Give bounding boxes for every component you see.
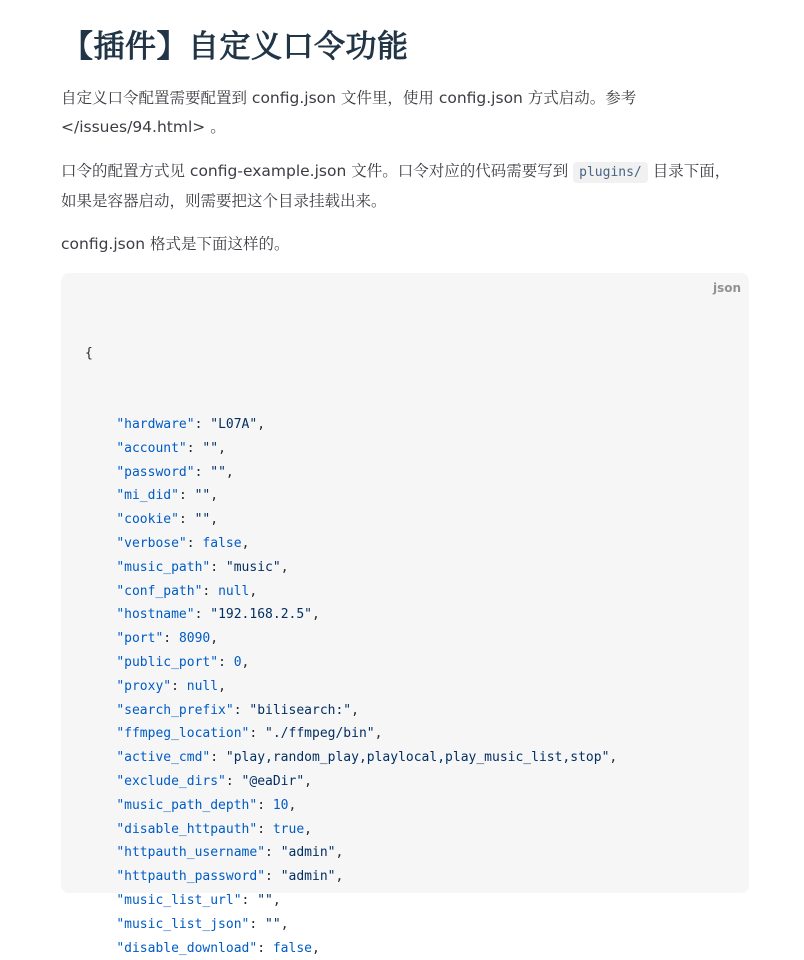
code-key: "disable_download" xyxy=(116,940,258,956)
code-key: "password" xyxy=(116,464,195,480)
code-value: "" xyxy=(210,464,226,480)
code-value: null xyxy=(218,583,250,599)
plugins-inline-code: plugins/ xyxy=(573,162,648,183)
format-paragraph: config.json 格式是下面这样的。 xyxy=(61,235,290,253)
intro-line-2: </issues/94.html> 。 xyxy=(61,118,226,136)
code-value: null xyxy=(186,678,219,694)
code-key: "music_list_url" xyxy=(116,892,242,908)
code-value: "" xyxy=(194,488,211,504)
code-value: "" xyxy=(194,512,211,528)
code-key: "ffmpeg_location" xyxy=(116,726,250,742)
code-line: "conf_path": null, xyxy=(116,583,258,599)
code-value: 10 xyxy=(272,797,289,813)
code-value: false xyxy=(272,940,312,956)
code-key: "search_prefix" xyxy=(116,702,234,718)
code-value: 8090 xyxy=(178,631,211,647)
code-value: "" xyxy=(257,892,273,908)
code-key: "cookie" xyxy=(116,512,179,528)
code-key: "proxy" xyxy=(116,678,172,694)
intro-paragraph xyxy=(61,84,751,142)
page-title: 【插件】自定义口令功能 xyxy=(62,29,409,65)
code-value: "" xyxy=(202,440,219,456)
code-line: "active_cmd": "play,random_play,playlocal,play_music_list,stop", xyxy=(116,750,618,766)
code-key: "verbose" xyxy=(116,535,187,551)
code-value: "admin" xyxy=(280,869,336,885)
code-open-brace: { xyxy=(85,345,93,361)
code-line: "account": "", xyxy=(116,440,226,456)
code-line: "verbose": false, xyxy=(116,535,250,551)
code-key: "music_list_json" xyxy=(116,916,250,932)
code-value: "" xyxy=(265,916,281,932)
code-line: "music_list_url": "", xyxy=(116,892,281,908)
code-key: "public_port" xyxy=(116,654,219,670)
code-value: "./ffmpeg/bin" xyxy=(265,726,375,742)
code-key: "exclude_dirs" xyxy=(116,773,226,789)
code-key: "httpauth_password" xyxy=(116,869,266,885)
code-value: true xyxy=(272,821,305,837)
code-key: "conf_path" xyxy=(116,583,203,599)
code-key: "port" xyxy=(116,631,164,647)
code-line: "httpauth_username": "admin", xyxy=(116,845,344,861)
code-value: "bilisearch:" xyxy=(249,702,352,718)
code-value: "192.168.2.5" xyxy=(210,607,312,623)
code-line: "proxy": null, xyxy=(116,678,226,694)
code-key: "hardware" xyxy=(116,416,195,432)
code-line: "hostname": "192.168.2.5", xyxy=(116,607,320,623)
code-line: "music_path": "music", xyxy=(116,559,289,575)
code-line: "ffmpeg_location": "./ffmpeg/bin", xyxy=(116,726,383,742)
code-key: "disable_httpauth" xyxy=(116,821,258,837)
code-key: "mi_did" xyxy=(116,488,179,504)
code-line: "disable_download": false, xyxy=(116,940,320,956)
code-key: "active_cmd" xyxy=(116,750,211,766)
config-line-2: 如果是容器启动，则需要把这个目录挂载出来。 xyxy=(61,192,387,210)
config-line-1-text: 口令的配置方式见 config-example.json 文件。口令对应的代码需要写到 xyxy=(61,162,574,180)
code-key: "hostname" xyxy=(116,607,195,623)
config-line-1-tail: 目录下面， xyxy=(647,162,731,180)
code-line: "disable_httpauth": true, xyxy=(116,821,312,837)
code-line: "music_path_depth": 10, xyxy=(116,797,297,813)
code-language-label: json xyxy=(712,281,741,295)
intro-line-1: 自定义口令配置需要配置到 config.json 文件里，使用 config.json 方式启动。参考 xyxy=(61,89,637,107)
code-line: "password": "", xyxy=(116,464,234,480)
code-line: "hardware": "L07A", xyxy=(116,416,266,432)
code-value: "music" xyxy=(225,559,281,575)
config-line-1 xyxy=(61,157,751,187)
code-line: "music_list_json": "", xyxy=(116,916,289,932)
code-line: "search_prefix": "bilisearch:", xyxy=(116,702,359,718)
code-value: "L07A" xyxy=(210,416,258,432)
code-value: "admin" xyxy=(280,845,336,861)
code-value: "@eaDir" xyxy=(241,773,305,789)
code-line: "cookie": "", xyxy=(116,512,219,528)
code-value: 0 xyxy=(233,654,242,670)
json-code-block xyxy=(61,273,749,956)
code-value: false xyxy=(202,535,242,551)
code-line: "public_port": 0, xyxy=(116,654,250,670)
code-value: "play,random_play,playlocal,play_music_list,stop" xyxy=(225,750,610,766)
config-paragraph xyxy=(61,157,751,216)
code-line: "httpauth_password": "admin", xyxy=(116,869,344,885)
code-key: "music_path" xyxy=(116,559,211,575)
code-line: "exclude_dirs": "@eaDir", xyxy=(116,773,312,789)
code-key: "httpauth_username" xyxy=(116,845,266,861)
code-content xyxy=(85,294,617,960)
code-line: "mi_did": "", xyxy=(116,488,219,504)
code-key: "account" xyxy=(116,440,187,456)
code-line: "port": 8090, xyxy=(116,631,219,647)
code-key: "music_path_depth" xyxy=(116,797,258,813)
